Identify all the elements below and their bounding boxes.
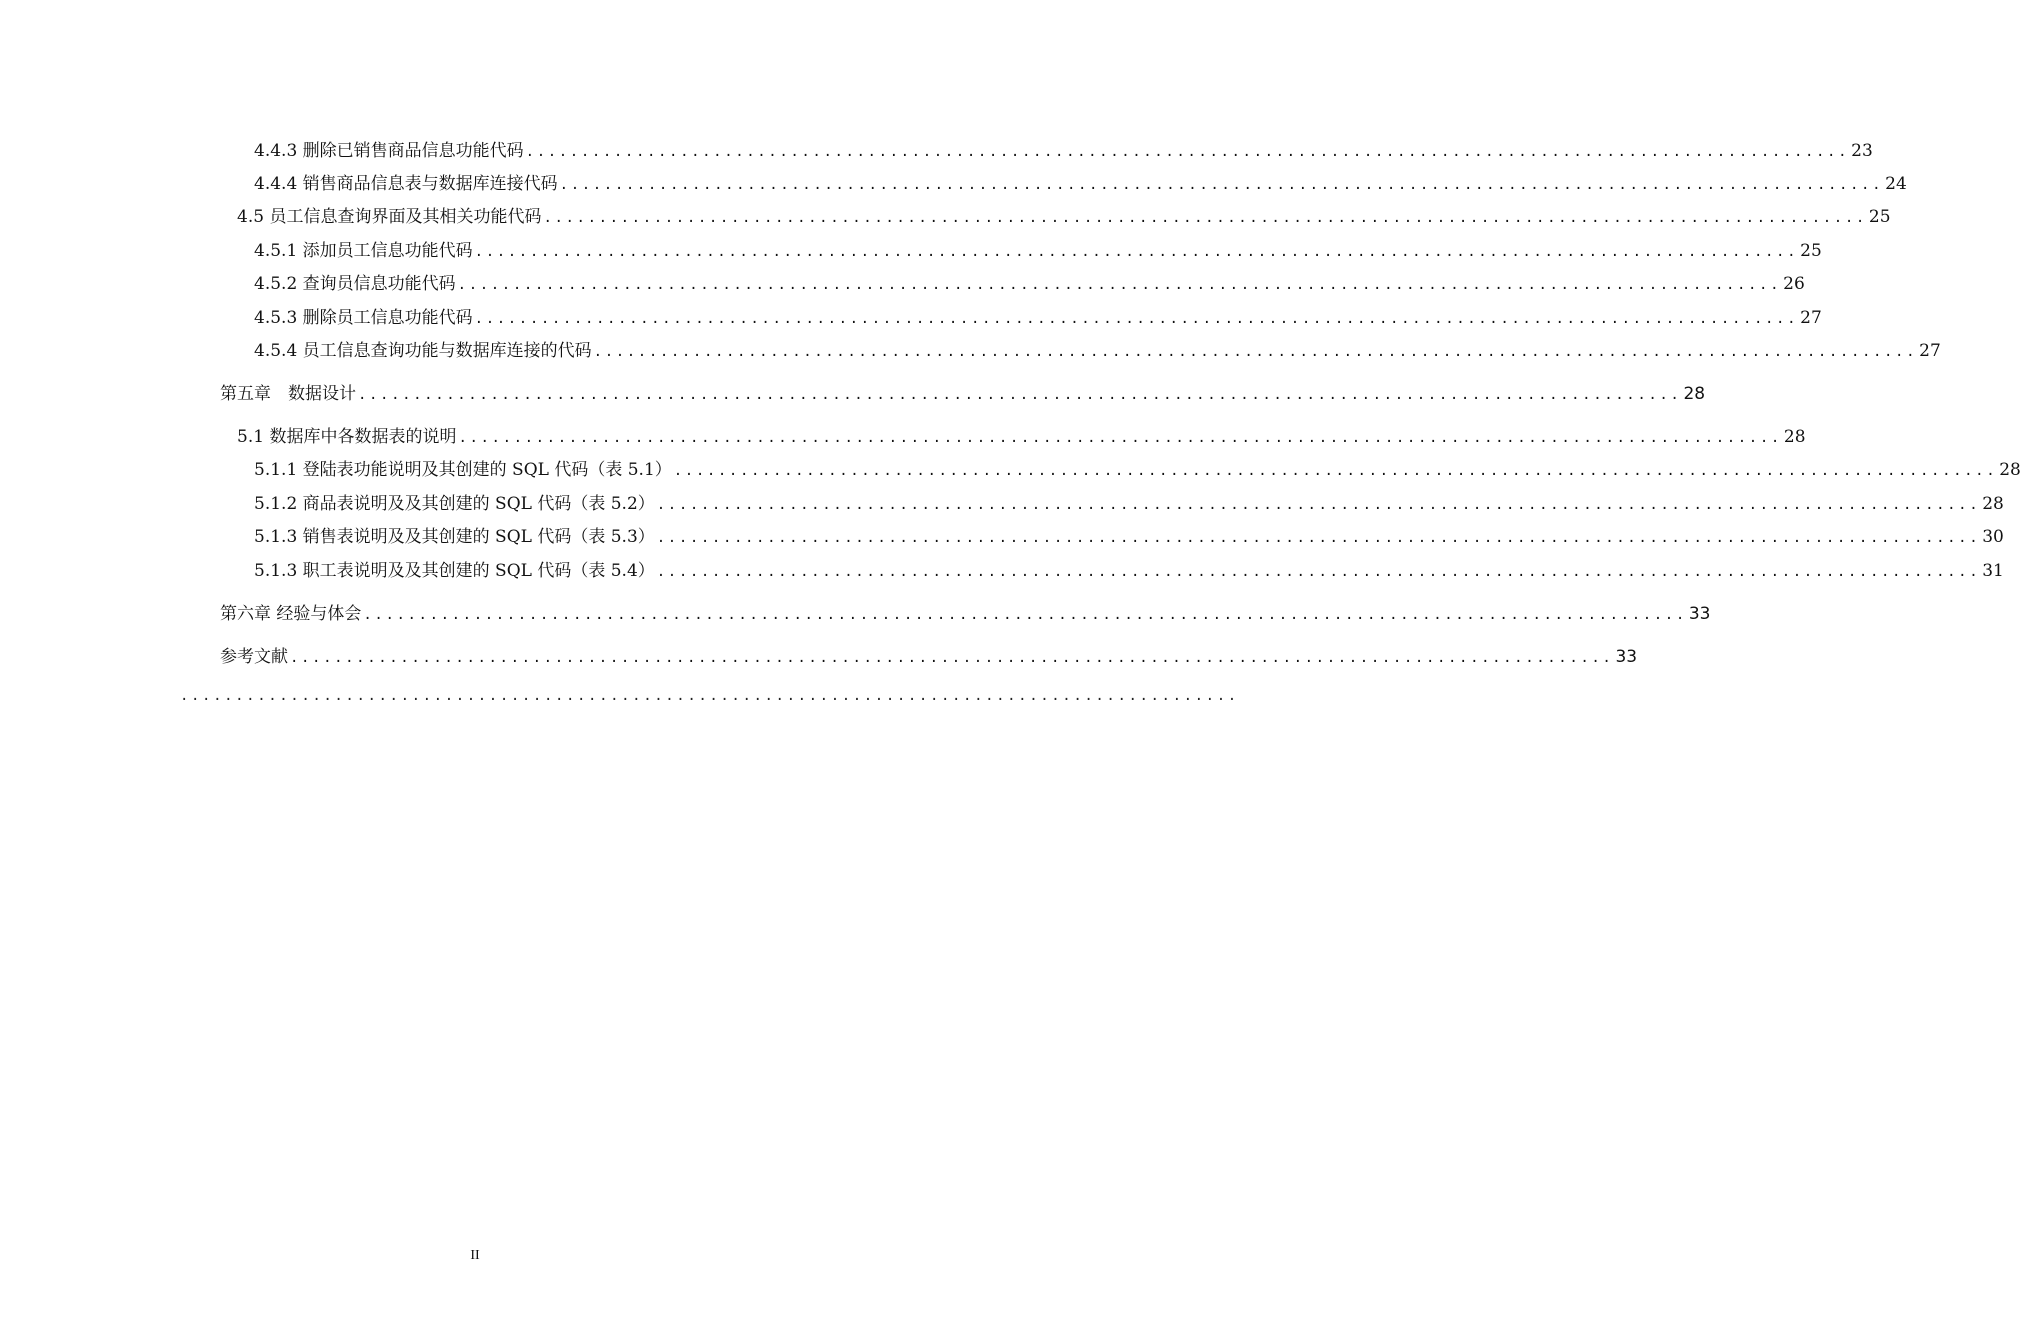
toc-dot-leader: ........................................................................................................................ bbox=[290, 650, 1614, 666]
toc-entry[interactable] bbox=[0, 599, 1711, 625]
toc-entry-page: 28 bbox=[1999, 460, 2021, 480]
toc-entry-page: 30 bbox=[1982, 527, 2004, 547]
toc-dot-leader: ........................................................................................................................ bbox=[474, 311, 1799, 327]
toc-entry[interactable] bbox=[0, 202, 1891, 228]
toc-entry-page: 28 bbox=[1683, 384, 1706, 404]
toc-entry-label: 4.5 员工信息查询界面及其相关功能代码 bbox=[237, 207, 542, 227]
toc-entry[interactable] bbox=[0, 642, 1638, 668]
toc-entry-page: 23 bbox=[1851, 141, 1873, 161]
toc-dot-leader: ........................................................................................................................ bbox=[358, 387, 1682, 403]
toc-entry-label: 4.5.4 员工信息查询功能与数据库连接的代码 bbox=[254, 341, 592, 361]
toc-entry[interactable] bbox=[0, 236, 1822, 262]
toc-dot-leader: ........................................................................................................................ bbox=[458, 430, 1782, 446]
toc-dot-leader: ........................................................................................................................ bbox=[543, 210, 1867, 226]
toc-entry[interactable] bbox=[0, 136, 1873, 162]
toc-entry[interactable] bbox=[0, 379, 1706, 405]
footer-page-number: II bbox=[470, 1248, 480, 1263]
toc-entry-page: 27 bbox=[1800, 308, 1822, 328]
toc-dot-leader: ........................................................................................................................ bbox=[656, 530, 1981, 546]
toc-entry-label: 4.4.4 销售商品信息表与数据库连接代码 bbox=[254, 174, 558, 194]
toc-entry[interactable] bbox=[0, 422, 1806, 448]
toc-dot-leader: ........................................................................................................................ bbox=[457, 277, 1782, 293]
toc-entry-label: 4.5.3 删除员工信息功能代码 bbox=[254, 308, 473, 328]
toc-entry-label: 第六章 经验与体会 bbox=[220, 604, 362, 624]
toc-entry[interactable] bbox=[0, 522, 2004, 548]
toc-entry[interactable] bbox=[0, 269, 1805, 295]
toc-entry-label: 第五章 数据设计 bbox=[220, 384, 356, 404]
toc-dot-leader: ........................................................................................................................ bbox=[593, 344, 1918, 360]
toc-entry-label: 参考文献 bbox=[220, 647, 288, 667]
toc-entry[interactable] bbox=[0, 303, 1822, 329]
trailing-dot-leader: ................................................................................................ bbox=[180, 688, 1239, 704]
toc-dot-leader: ........................................................................................................................ bbox=[474, 244, 1799, 260]
toc-entry-label: 5.1.2 商品表说明及及其创建的 SQL 代码（表 5.2） bbox=[254, 494, 655, 514]
toc-entry[interactable] bbox=[0, 169, 1907, 195]
toc-dot-leader: ........................................................................................................................ bbox=[525, 144, 1850, 160]
toc-dot-leader: ........................................................................................................................ bbox=[656, 497, 1981, 513]
toc-entry-label: 4.5.2 查询员信息功能代码 bbox=[254, 274, 456, 294]
toc-entry-label: 5.1 数据库中各数据表的说明 bbox=[237, 427, 457, 447]
toc-entry-label: 5.1.3 职工表说明及及其创建的 SQL 代码（表 5.4） bbox=[254, 561, 655, 581]
toc-entry-page: 25 bbox=[1868, 207, 1891, 227]
toc-entry-page: 33 bbox=[1688, 604, 1711, 624]
toc-dot-leader: ........................................................................................................................ bbox=[673, 463, 1998, 479]
toc-entry[interactable] bbox=[0, 455, 2021, 481]
toc-entry-page: 31 bbox=[1982, 561, 2004, 581]
toc-entry[interactable] bbox=[0, 556, 2004, 582]
toc-entry-page: 27 bbox=[1919, 341, 1941, 361]
toc-entry-page: 24 bbox=[1885, 174, 1907, 194]
toc-dot-leader: ........................................................................................................................ bbox=[363, 607, 1687, 623]
toc-dot-leader: ........................................................................................................................ bbox=[559, 177, 1884, 193]
toc-dot-leader: ........................................................................................................................ bbox=[656, 564, 1981, 580]
toc-entry-label: 5.1.1 登陆表功能说明及其创建的 SQL 代码（表 5.1） bbox=[254, 460, 672, 480]
toc-entry-page: 25 bbox=[1800, 241, 1822, 261]
toc-entry-label: 4.5.1 添加员工信息功能代码 bbox=[254, 241, 473, 261]
toc-entry[interactable] bbox=[0, 489, 2004, 515]
toc-entry-page: 28 bbox=[1982, 494, 2004, 514]
toc-entry-page: 28 bbox=[1783, 427, 1806, 447]
toc-entry[interactable] bbox=[0, 336, 1941, 362]
toc-entry-label: 4.4.3 删除已销售商品信息功能代码 bbox=[254, 141, 524, 161]
toc-entry-label: 5.1.3 销售表说明及及其创建的 SQL 代码（表 5.3） bbox=[254, 527, 655, 547]
toc-entry-page: 33 bbox=[1615, 647, 1638, 667]
toc-entry-page: 26 bbox=[1783, 274, 1805, 294]
